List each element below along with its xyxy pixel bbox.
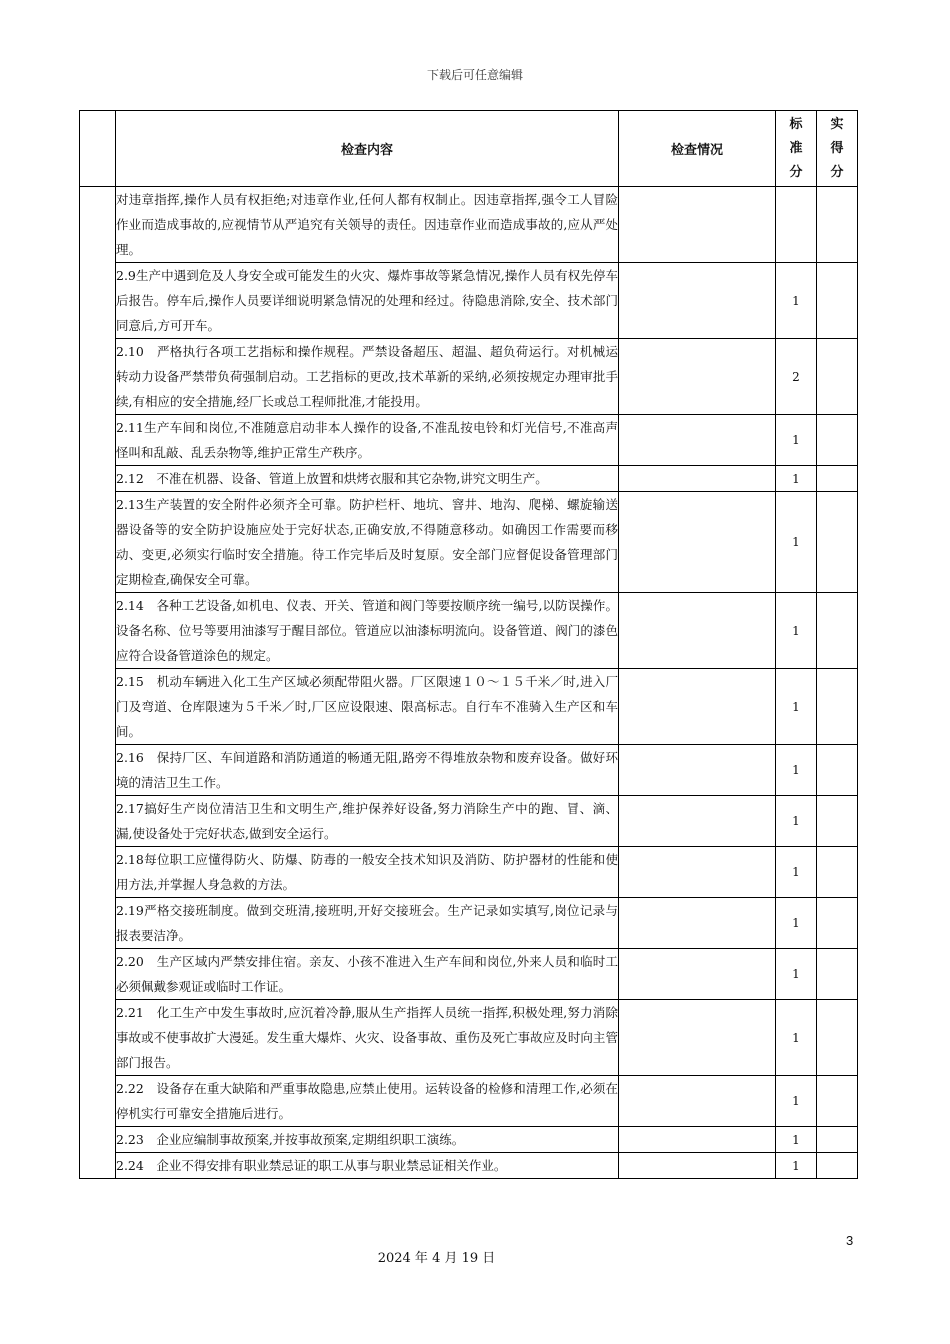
content-cell: 2.11生产车间和岗位,不准随意启动非本人操作的设备,不准乱按电铃和灯光信号,不准高声怪叫和乱敲、乱丢杂物等,维护正常生产秩序。 xyxy=(116,415,619,466)
standard-score-cell: 1 xyxy=(776,669,817,745)
standard-score-cell: 1 xyxy=(776,847,817,898)
standard-score-cell xyxy=(776,187,817,263)
standard-score-cell: 1 xyxy=(776,796,817,847)
status-cell xyxy=(619,745,776,796)
status-cell xyxy=(619,339,776,415)
header-actual-char: 分 xyxy=(830,164,844,180)
table-row xyxy=(80,339,858,415)
header-status: 检查情况 xyxy=(619,111,776,187)
status-cell xyxy=(619,1076,776,1127)
content-cell: 2.15 机动车辆进入化工生产区域必须配带阻火器。厂区限速１０～１５千米／时,进入厂门及弯道、仓库限速为５千米／时,厂区应设限速、限高标志。自行车不准骑入生产区和车间。 xyxy=(116,669,619,745)
table-row xyxy=(80,949,858,1000)
table-row xyxy=(80,187,858,263)
table-header-row xyxy=(80,111,858,187)
table-row xyxy=(80,669,858,745)
header-note: 下载后可任意编辑 xyxy=(426,68,523,82)
status-cell xyxy=(619,415,776,466)
status-cell xyxy=(619,1000,776,1076)
actual-score-cell xyxy=(817,1076,858,1127)
actual-score-cell xyxy=(817,898,858,949)
actual-score-cell xyxy=(817,796,858,847)
content-cell: 2.13生产装置的安全附件必须齐全可靠。防护栏杆、地坑、窨井、地沟、爬梯、螺旋输送器设备等的安全防护设施应处于完好状态,正确安放,不得随意移动。如确因工作需要而移动、变更,必须实行临时安全措施。待工作完毕后及时复原。安全部门应督促设备管理部门定期检查,确保安全可靠。 xyxy=(116,492,619,593)
standard-score-cell: 1 xyxy=(776,949,817,1000)
actual-score-cell xyxy=(817,1000,858,1076)
content-cell: 2.19严格交接班制度。做到交班清,接班明,开好交接班会。生产记录如实填写,岗位记录与报表要洁净。 xyxy=(116,898,619,949)
actual-score-cell xyxy=(817,339,858,415)
content-cell: 2.22 设备存在重大缺陷和严重事故隐患,应禁止使用。运转设备的检修和清理工作,必须在停机实行可靠安全措施后进行。 xyxy=(116,1076,619,1127)
actual-score-cell xyxy=(817,949,858,1000)
standard-score-cell: 1 xyxy=(776,898,817,949)
status-cell xyxy=(619,796,776,847)
standard-score-cell: 1 xyxy=(776,492,817,593)
header-standard-char: 准 xyxy=(789,140,803,156)
standard-score-cell: 1 xyxy=(776,1153,817,1179)
actual-score-cell xyxy=(817,669,858,745)
table-row xyxy=(80,898,858,949)
actual-score-cell xyxy=(817,466,858,492)
header-standard-char: 分 xyxy=(789,164,803,180)
table-row xyxy=(80,1000,858,1076)
content-cell: 2.20 生产区域内严禁安排住宿。亲友、小孩不准进入生产车间和岗位,外来人员和临时工必须佩戴参观证或临时工作证。 xyxy=(116,949,619,1000)
table-row xyxy=(80,263,858,339)
status-cell xyxy=(619,466,776,492)
header-blank-cell xyxy=(80,111,116,187)
actual-score-cell xyxy=(817,1153,858,1179)
standard-score-cell: 1 xyxy=(776,1000,817,1076)
status-cell xyxy=(619,669,776,745)
content-cell: 2.24 企业不得安排有职业禁忌证的职工从事与职业禁忌证相关作业。 xyxy=(116,1153,619,1179)
header-standard-score xyxy=(776,111,817,187)
actual-score-cell xyxy=(817,492,858,593)
standard-score-cell: 2 xyxy=(776,339,817,415)
status-cell xyxy=(619,187,776,263)
table-row xyxy=(80,466,858,492)
status-cell xyxy=(619,898,776,949)
header-actual-char: 实 xyxy=(830,116,844,132)
table-row xyxy=(80,492,858,593)
actual-score-cell xyxy=(817,593,858,669)
content-cell: 2.9生产中遇到危及人身安全或可能发生的火灾、爆炸事故等紧急情况,操作人员有权先停车后报告。停车后,操作人员要详细说明紧急情况的处理和经过。待隐患消除,安全、技术部门同意后,方可开车。 xyxy=(116,263,619,339)
status-cell xyxy=(619,949,776,1000)
standard-score-cell: 1 xyxy=(776,263,817,339)
actual-score-cell xyxy=(817,1127,858,1153)
status-cell xyxy=(619,593,776,669)
table-row xyxy=(80,847,858,898)
status-cell xyxy=(619,847,776,898)
header-actual-char: 得 xyxy=(830,140,844,156)
table-row xyxy=(80,1153,858,1179)
footer-date: 2024 年 4 月 19 日 xyxy=(377,1251,496,1266)
content-cell: 2.14 各种工艺设备,如机电、仪表、开关、管道和阀门等要按顺序统一编号,以防误操作。设备名称、位号等要用油漆写于醒目部位。管道应以油漆标明流向。设备管道、阀门的漆色应符合设备管道涂色的规定。 xyxy=(116,593,619,669)
standard-score-cell: 1 xyxy=(776,1076,817,1127)
page-number: 3 xyxy=(846,1233,854,1248)
header-standard-char: 标 xyxy=(789,116,803,132)
content-cell: 2.18每位职工应懂得防火、防爆、防毒的一般安全技术知识及消防、防护器材的性能和使用方法,并掌握人身急救的方法。 xyxy=(116,847,619,898)
table-row xyxy=(80,796,858,847)
content-cell: 对违章指挥,操作人员有权拒绝;对违章作业,任何人都有权制止。因违章指挥,强令工人冒险作业而造成事故的,应视情节从严追究有关领导的责任。因违章作业而造成事故的,应从严处理。 xyxy=(116,187,619,263)
table-row xyxy=(80,1076,858,1127)
inspection-table xyxy=(79,110,858,1179)
standard-score-cell: 1 xyxy=(776,745,817,796)
actual-score-cell xyxy=(817,847,858,898)
actual-score-cell xyxy=(817,263,858,339)
table-body xyxy=(80,187,858,1179)
table-row xyxy=(80,415,858,466)
side-blank-cell xyxy=(80,187,116,1179)
actual-score-cell xyxy=(817,745,858,796)
content-cell: 2.16 保持厂区、车间道路和消防通道的畅通无阻,路旁不得堆放杂物和废弃设备。做好环境的清洁卫生工作。 xyxy=(116,745,619,796)
status-cell xyxy=(619,1127,776,1153)
actual-score-cell xyxy=(817,415,858,466)
table-row xyxy=(80,745,858,796)
content-cell: 2.23 企业应编制事故预案,并按事故预案,定期组织职工演练。 xyxy=(116,1127,619,1153)
table-row xyxy=(80,1127,858,1153)
standard-score-cell: 1 xyxy=(776,415,817,466)
content-cell: 2.17搞好生产岗位清洁卫生和文明生产,维护保养好设备,努力消除生产中的跑、冒、滴、漏,使设备处于完好状态,做到安全运行。 xyxy=(116,796,619,847)
standard-score-cell: 1 xyxy=(776,466,817,492)
standard-score-cell: 1 xyxy=(776,593,817,669)
table-row xyxy=(80,593,858,669)
status-cell xyxy=(619,263,776,339)
content-cell: 2.10 严格执行各项工艺指标和操作规程。严禁设备超压、超温、超负荷运行。对机械运转动力设备严禁带负荷强制启动。工艺指标的更改,技术革新的采纳,必须按规定办理审批手续,有相应的安全措施,经厂长或总工程师批准,才能投用。 xyxy=(116,339,619,415)
content-cell: 2.21 化工生产中发生事故时,应沉着冷静,服从生产指挥人员统一指挥,积极处理,努力消除事故或不使事故扩大漫延。发生重大爆炸、火灾、设备事故、重伤及死亡事故应及时向主管部门报告。 xyxy=(116,1000,619,1076)
actual-score-cell xyxy=(817,187,858,263)
content-cell: 2.12 不准在机器、设备、管道上放置和烘烤衣服和其它杂物,讲究文明生产。 xyxy=(116,466,619,492)
status-cell xyxy=(619,492,776,593)
header-content: 检查内容 xyxy=(116,111,619,187)
header-actual-score xyxy=(817,111,858,187)
standard-score-cell: 1 xyxy=(776,1127,817,1153)
status-cell xyxy=(619,1153,776,1179)
